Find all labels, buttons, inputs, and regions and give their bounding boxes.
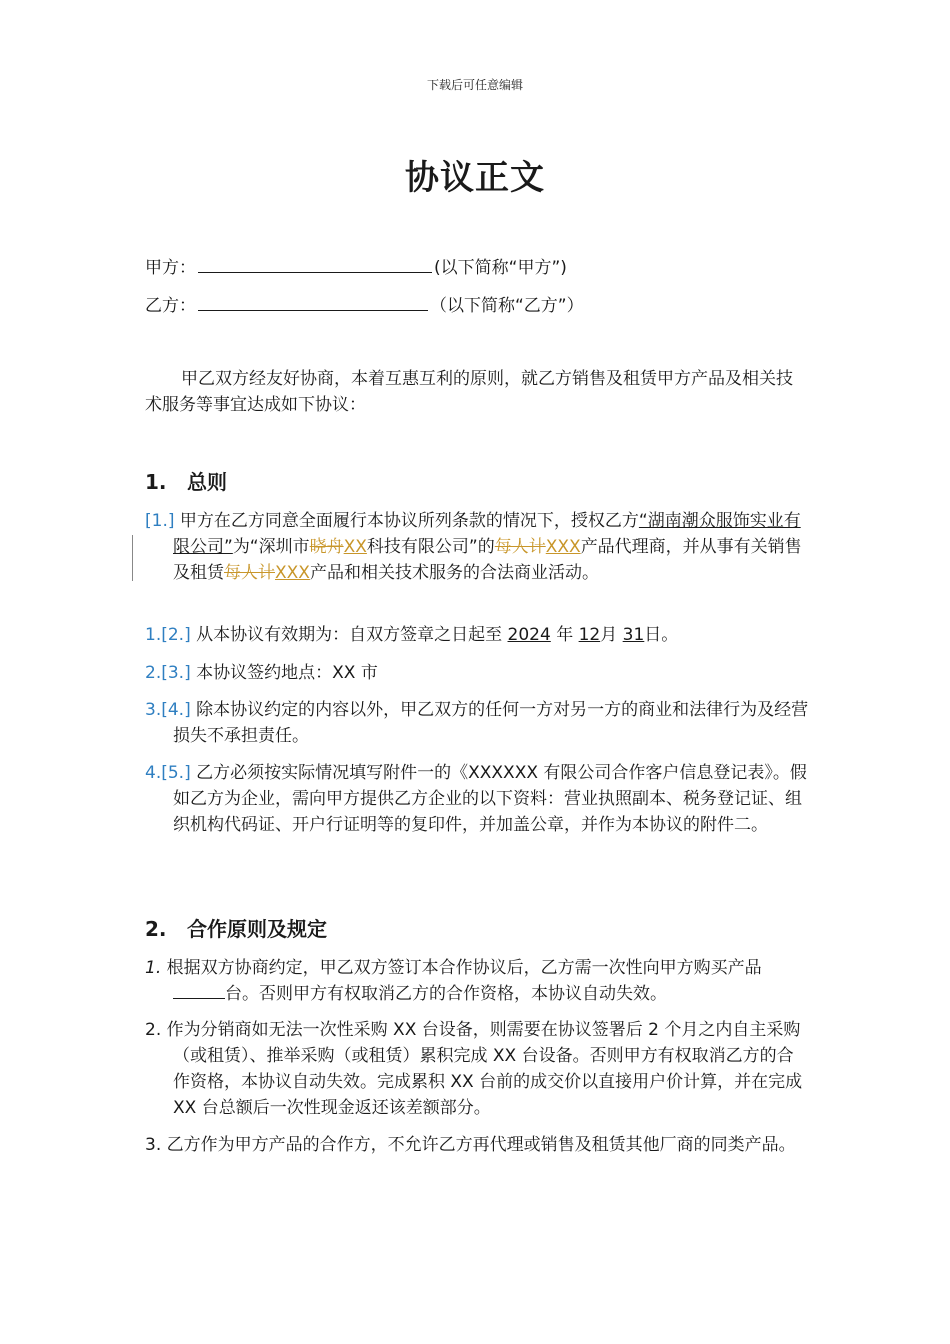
section-2-item-3-number: 3. xyxy=(145,1135,162,1155)
section-2-item-1-number: 1. xyxy=(145,958,162,978)
item-2-year-unit: 年 xyxy=(556,625,574,645)
party-a-blank xyxy=(198,256,432,273)
section-2-item-2-text: 作为分销商如无法一次性采购 XX 台设备，则需要在协议签署后 2 个月之内自主采购（或租赁）、推举采购（或租赁）累积完成 XX 台设备。否则甲方有权取消乙方的合作资格，本协议自动失效。完成累积 XX 台前的成交价以直接用户价计算，并在完成 XX 台总额后一次性现金返还该差额部分。 xyxy=(166,1020,803,1118)
item-1-inserted-2: XXX xyxy=(545,537,581,557)
item-4-mark: 3.[4.] xyxy=(145,700,191,720)
section-2-item-3-text: 乙方作为甲方产品的合作方，不允许乙方再代理或销售及租赁其他厂商的同类产品。 xyxy=(166,1135,796,1155)
section-1-item-2 xyxy=(145,622,810,648)
section-2-item-2-number: 2. xyxy=(145,1020,162,1040)
item-1-deleted-2: 每人计 xyxy=(494,537,546,557)
party-b-label: 乙方： xyxy=(145,296,196,316)
section-2-title: 合作原则及规定 xyxy=(187,917,327,941)
section-2-item-3 xyxy=(145,1132,810,1158)
section-1-item-5 xyxy=(145,760,810,838)
section-2-item-1-text-b: 台。否则甲方有权取消乙方的合作资格，本协议自动失效。 xyxy=(225,984,667,1004)
item-3-mark: 2.[3.] xyxy=(145,663,191,683)
item-1-company: “湖南潮众服饰实业有限公司” xyxy=(173,511,801,557)
item-1-text-e: 产品和相关技术服务的合法商业活动。 xyxy=(309,563,599,583)
party-a-suffix: (以下简称“甲方”) xyxy=(434,258,567,278)
item-1-text-b: 为“深圳市 xyxy=(232,537,310,557)
change-bar xyxy=(132,535,133,581)
item-1-text-c: 科技有限公司”的 xyxy=(366,537,495,557)
section-1-heading xyxy=(145,466,227,495)
section-2-item-1-text-a: 根据双方协商约定，甲乙双方签订本合作协议后，乙方需一次性向甲方购买产品 xyxy=(166,958,762,978)
section-2-item-1 xyxy=(145,955,810,1007)
party-b-suffix: （以下简称“乙方”） xyxy=(430,296,584,316)
item-3-text: 本协议签约地点：XX 市 xyxy=(196,663,378,683)
party-a-line xyxy=(145,253,567,278)
item-1-inserted-3: XXX xyxy=(275,563,310,583)
item-1-text-a: 甲方在乙方同意全面履行本协议所列条款的情况下，授权乙方 xyxy=(179,511,639,531)
intro-paragraph: 甲乙双方经友好协商，本着互惠互利的原则，就乙方销售及租赁甲方产品及相关技术服务等事宜达成如下协议： xyxy=(145,369,793,415)
item-4-text: 除本协议约定的内容以外，甲乙双方的任何一方对另一方的商业和法律行为及经营损失不承担责任。 xyxy=(173,700,809,746)
item-5-mark: 4.[5.] xyxy=(145,763,191,783)
item-5-text: 乙方必须按实际情况填写附件一的《XXXXXX 有限公司合作客户信息登记表》。假如乙方为企业，需向甲方提供乙方企业的以下资料：营业执照副本、税务登记证、组织机构代码证、开户行证明等的复印件，并加盖公章，并作为本协议的附件二。 xyxy=(173,763,807,835)
item-1-text-d: 产品代理商，并从事有关销售及租赁 xyxy=(173,537,802,583)
document-title: 协议正文 xyxy=(405,158,545,198)
item-2-month-unit: 月 xyxy=(600,625,618,645)
item-2-mark: 1.[2.] xyxy=(145,625,191,645)
section-1-title: 总则 xyxy=(187,470,227,494)
section-1-item-4 xyxy=(145,697,810,749)
section-1-number: 1. xyxy=(145,470,167,494)
party-a-label: 甲方： xyxy=(145,258,196,278)
item-2-day: 31 xyxy=(622,625,645,645)
item-2-month: 12 xyxy=(578,625,601,645)
section-2-item-2 xyxy=(145,1017,810,1121)
item-2-year: 2024 xyxy=(507,625,551,645)
item-1-inserted-1: XX xyxy=(343,537,367,557)
item-1-mark: [1.] xyxy=(145,511,175,531)
header-note: 下载后可任意编辑 xyxy=(426,78,523,92)
item-1-deleted-1: 晓舟 xyxy=(309,537,344,557)
quantity-blank xyxy=(173,984,225,999)
party-b-line xyxy=(145,291,584,316)
section-2-number: 2. xyxy=(145,917,167,941)
party-b-blank xyxy=(198,294,428,311)
section-1-item-1 xyxy=(145,508,810,586)
item-2-day-unit: 日。 xyxy=(644,625,679,645)
section-1-item-3 xyxy=(145,660,810,686)
item-2-text-a: 从本协议有效期为：自双方签章之日起至 xyxy=(196,625,503,645)
item-1-deleted-3: 每人计 xyxy=(224,563,275,583)
section-2-heading xyxy=(145,913,327,942)
